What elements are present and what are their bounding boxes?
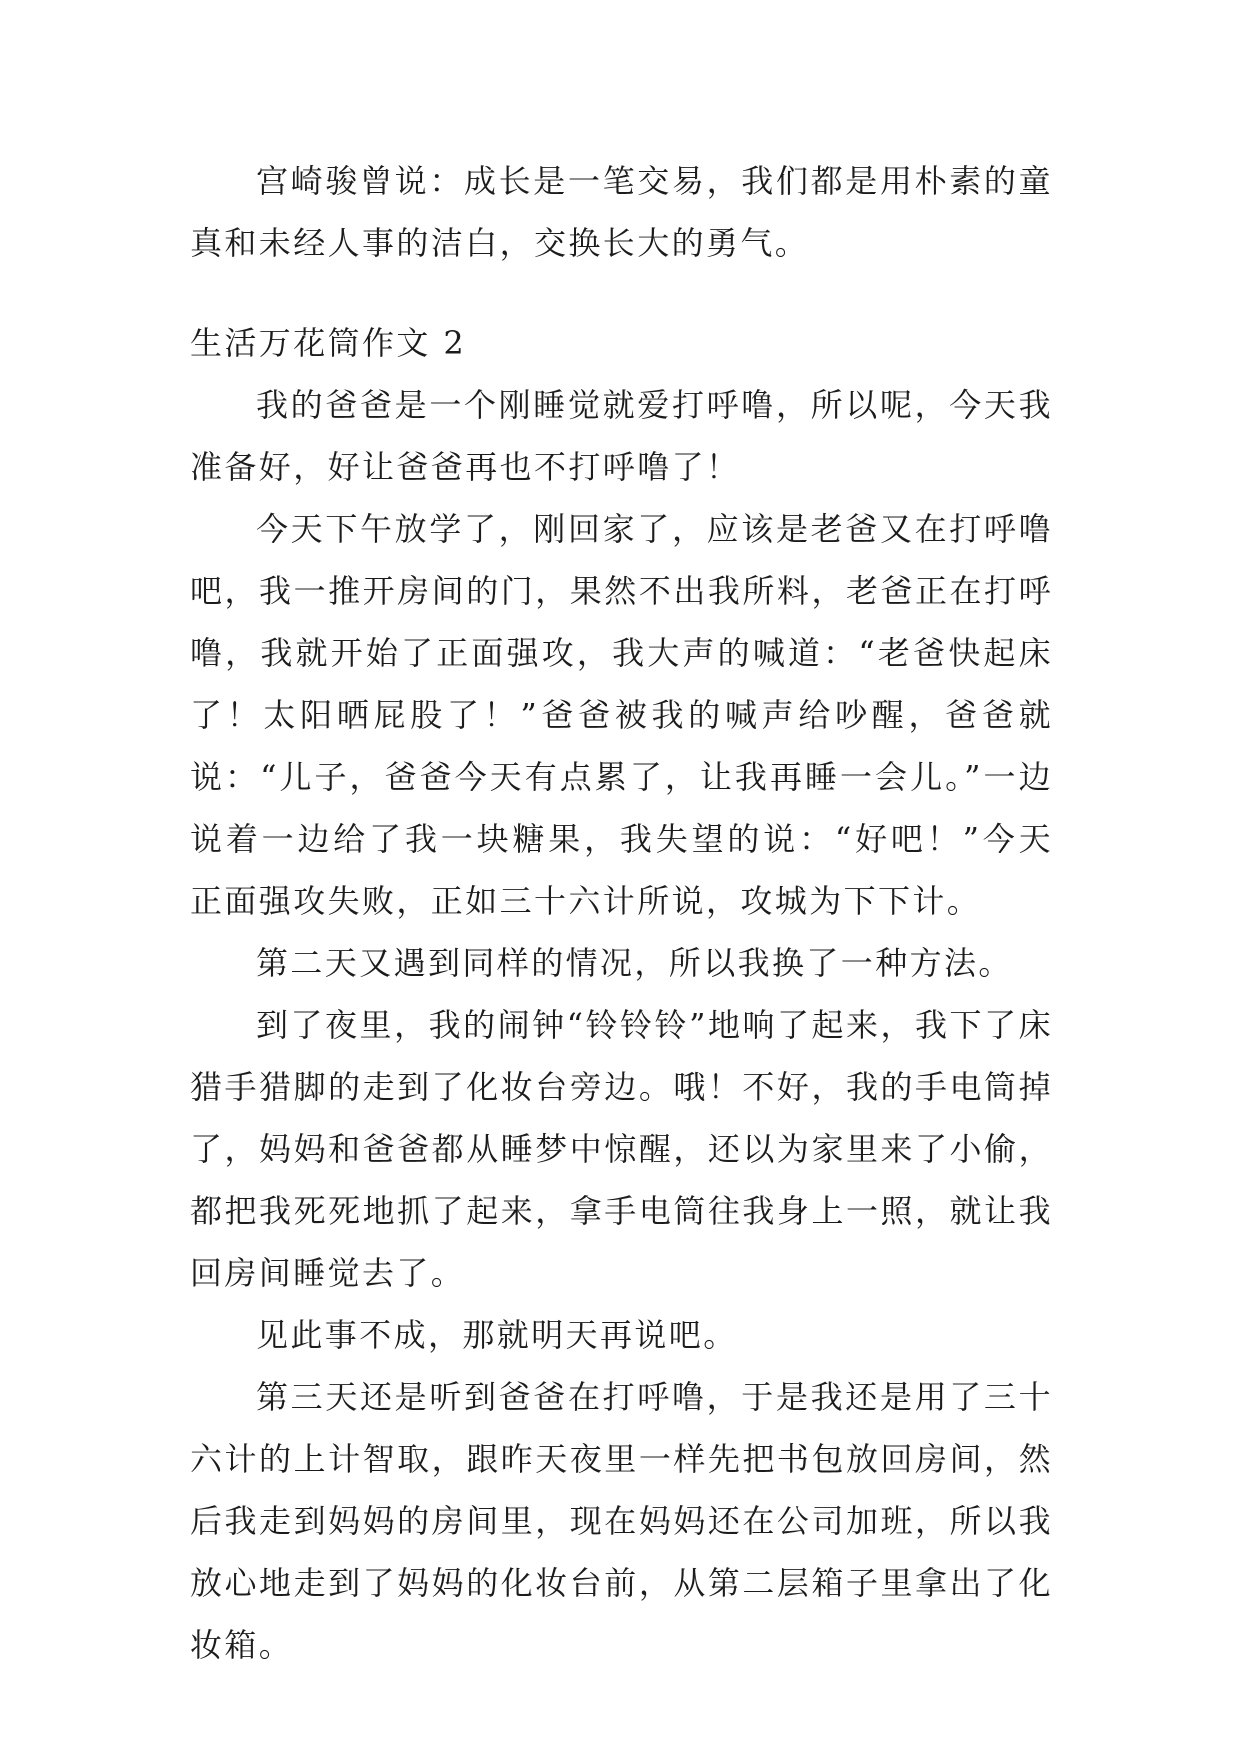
paragraph-5: 见此事不成，那就明天再说吧。 xyxy=(256,1316,738,1354)
intro-paragraph: 宫崎骏曾说：成长是一笔交易，我们都是用朴素的童真和未经人事的洁白，交换长大的勇气。 xyxy=(190,162,1053,262)
paragraph-3: 第二天又遇到同样的情况，所以我换了一种方法。 xyxy=(256,944,1013,982)
paragraph-1: 我的爸爸是一个刚睡觉就爱打呼噜，所以呢，今天我准备好，好让爸爸再也不打呼噜了！ xyxy=(190,386,1053,486)
section-title: 生活万花筒作文 2 xyxy=(190,324,467,362)
document-body xyxy=(190,150,1053,1676)
paragraph-2: 今天下午放学了，刚回家了，应该是老爸又在打呼噜吧，我一推开房间的门，果然不出我所料，老爸正在打呼噜，我就开始了正面强攻，我大声的喊道：“老爸快起床了！太阳晒屁股了！”爸爸被我的喊声给吵醒，爸爸就说：“儿子，爸爸今天有点累了，让我再睡一会儿。”一边说着一边给了我一块糖果，我失望的说：“好吧！”今天正面强攻失败，正如三十六计所说，攻城为下下计。 xyxy=(190,510,1053,920)
paragraph-4: 到了夜里，我的闹钟“铃铃铃”地响了起来，我下了床猎手猎脚的走到了化妆台旁边。哦！不好，我的手电筒掉了，妈妈和爸爸都从睡梦中惊醒，还以为家里来了小偷，都把我死死地抓了起来，拿手电筒往我身上一照，就让我回房间睡觉去了。 xyxy=(190,1006,1053,1292)
paragraph-6: 第三天还是听到爸爸在打呼噜，于是我还是用了三十六计的上计智取，跟昨天夜里一样先把书包放回房间，然后我走到妈妈的房间里，现在妈妈还在公司加班，所以我放心地走到了妈妈的化妆台前，从第二层箱子里拿出了化妆箱。 xyxy=(190,1378,1053,1664)
